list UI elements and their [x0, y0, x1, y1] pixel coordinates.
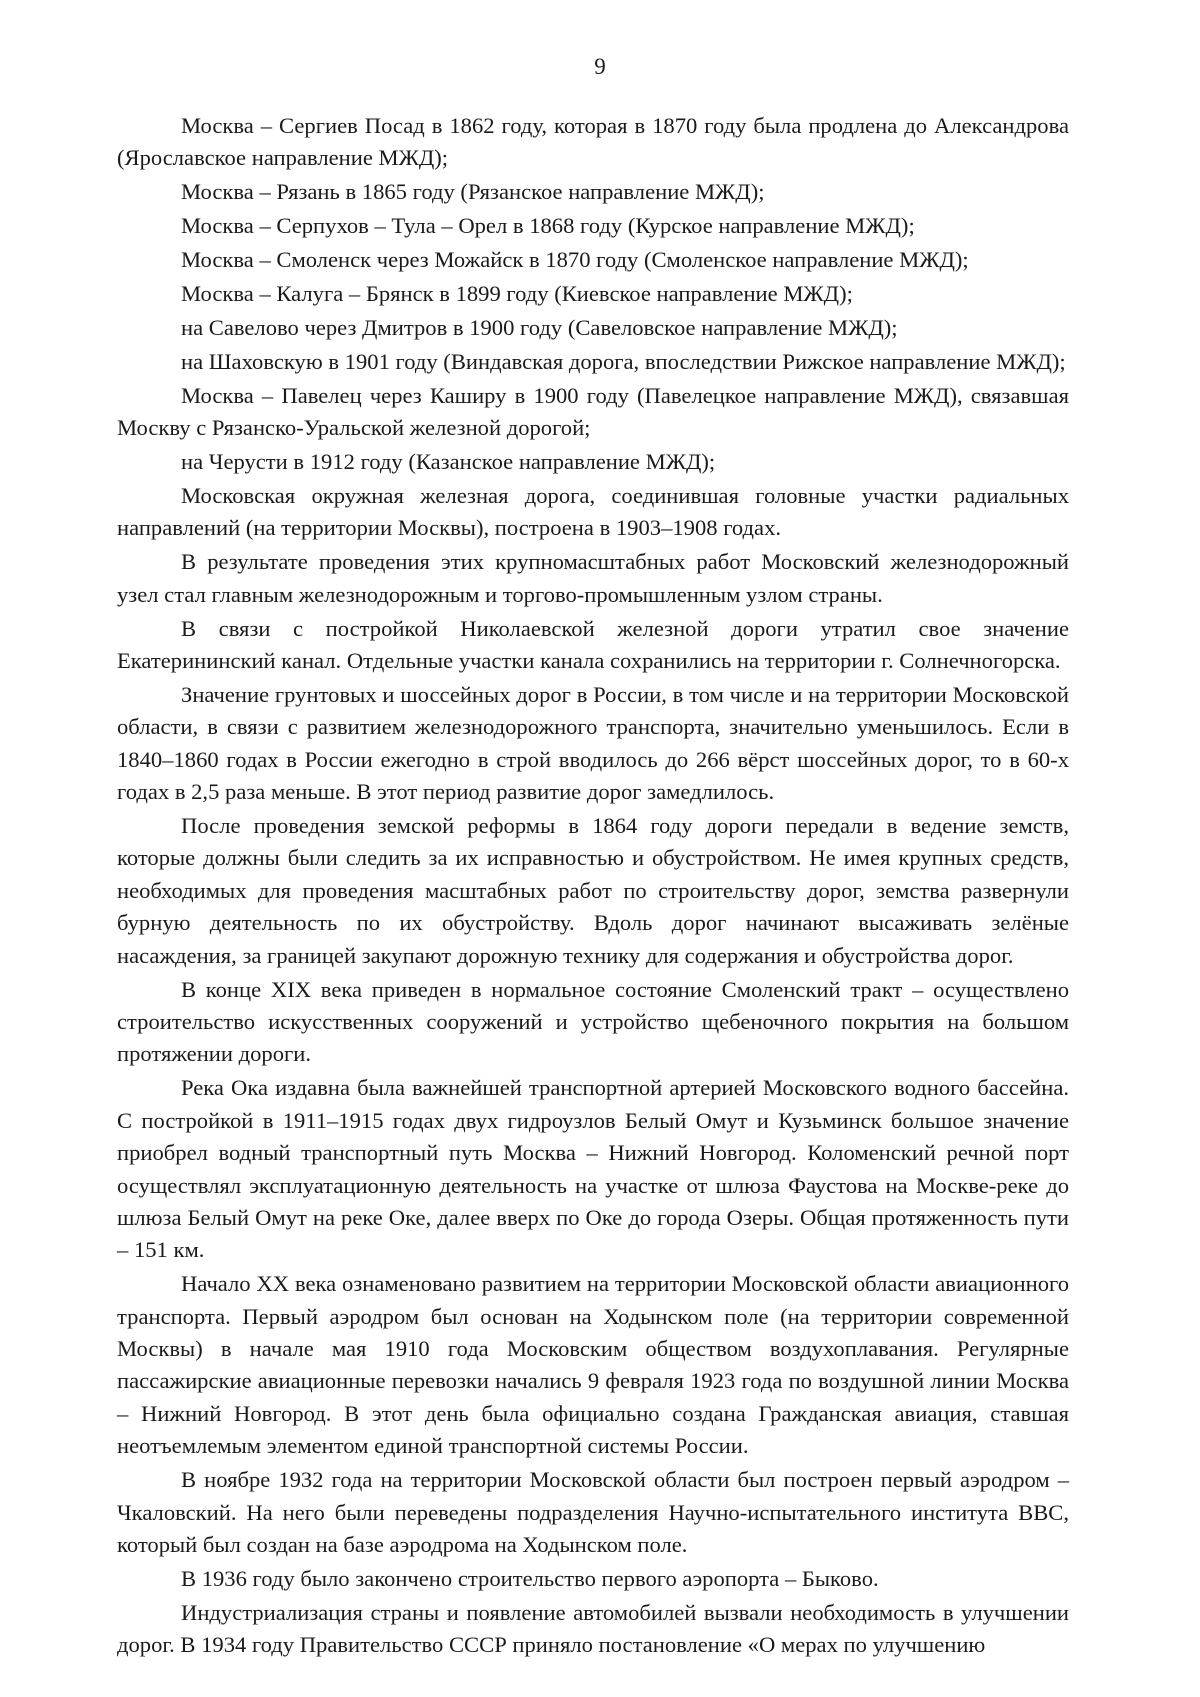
- paragraph: Москва – Смоленск через Можайск в 1870 году (Смоленское направление МЖД);: [181, 247, 969, 273]
- paragraph: на Шаховскую в 1901 году (Виндавская дорога, впоследствии Рижское направление МЖД);: [181, 348, 1066, 374]
- paragraph: на Савелово через Дмитров в 1900 году (Савеловское направление МЖД);: [181, 314, 898, 340]
- paragraph: Москва – Рязань в 1865 году (Рязанское направление МЖД);: [181, 179, 765, 205]
- paragraph: на Черусти в 1912 году (Казанское направление МЖД);: [181, 449, 716, 475]
- paragraph: Москва – Сергиев Посад в 1862 году, которая в 1870 году была продлена до Александрова (Ярославское направление МЖД);: [117, 113, 1069, 171]
- paragraph: Московская окружная железная дорога, соединившая головные участки радиальных направлений (на территории Москвы), построена в 1903–1908 годах.: [117, 482, 1069, 541]
- paragraph: Начало XX века ознаменовано развитием на территории Московской области авиационного транспорта. Первый аэродром был основан на Ходынском поле (на территории современной Москвы) в начале мая 1910 года Московским обществом воздухоплавания. Регулярные пассажирские авиационные перевозки начались 9 февраля 1923 года по воздушной линии Москва – Нижний Новгород. В этот день была официально создана Гражданская авиация, ставшая неотъемлемым элементом единой транспортной системы России.: [117, 1271, 1069, 1459]
- paragraph: Значение грунтовых и шоссейных дорог в России, в том числе и на территории Московской области, в связи с развитием железнодорожного транспорта, значительно уменьшилось. Если в 1840–1860 годах в России ежегодно в строй вводилось до 266 вёрст шоссейных дорог, то в 60-х годах в 2,5 раза меньше. В этот период развитие дорог замедлилось.: [117, 681, 1069, 805]
- paragraph: Река Ока издавна была важнейшей транспортной артерией Московского водного бассейна. С постройкой в 1911–1915 годах двух гидроузлов Белый Омут и Кузьминск большое значение приобрел водный транспортный путь Москва – Нижний Новгород. Коломенский речной порт осуществлял эксплуатационную деятельность на участке от шлюза Фаустова на Москве-реке до шлюза Белый Омут на реке Оке, далее вверх по Оке до города Озеры. Общая протяженность пути – 151 км.: [117, 1075, 1069, 1263]
- paragraph: Москва – Серпухов – Тула – Орел в 1868 году (Курское направление МЖД);: [181, 213, 915, 239]
- document-body: [117, 110, 1069, 1663]
- paragraph: После проведения земской реформы в 1864 году дороги передали в ведение земств, которые должны были следить за их исправностью и обустройством. Не имея крупных средств, необходимых для проведения масштабных работ по строительству дорог, земства развернули бурную деятельность по их обустройству. Вдоль дорог начинают высаживать зелёные насаждения, за границей закупают дорожную технику для содержания и обустройства дорог.: [117, 813, 1069, 968]
- page-number: 9: [594, 54, 606, 79]
- paragraph: В результате проведения этих крупномасштабных работ Московский железнодорожный узел стал главным железнодорожным и торгово-промышленным узлом страны.: [117, 549, 1069, 607]
- paragraph: В связи с постройкой Николаевской железной дороги утратил свое значение Екатерининский канал. Отдельные участки канала сохранились на территории г. Солнечногорска.: [117, 615, 1069, 673]
- paragraph: В 1936 году было закончено строительство первого аэропорта – Быково.: [181, 1565, 879, 1591]
- paragraph: Москва – Калуга – Брянск в 1899 году (Киевское направление МЖД);: [181, 281, 853, 307]
- paragraph: Индустриализация страны и появление автомобилей вызвали необходимость в улучшении дорог. В 1934 году Правительство СССР приняло постановление «О мерах по улучшению: [117, 1599, 1069, 1658]
- paragraph: Москва – Павелец через Каширу в 1900 году (Павелецкое направление МЖД), связавшая Москву с Рязанско-Уральской железной дорогой;: [117, 382, 1069, 441]
- paragraph: В ноябре 1932 года на территории Московской области был построен первый аэродром – Чкаловский. На него были переведены подразделения Научно-испытательного института ВВС, который был создан на базе аэродрома на Ходынском поле.: [117, 1467, 1069, 1557]
- paragraph: В конце XIX века приведен в нормальное состояние Смоленский тракт – осуществлено строительство искусственных сооружений и устройство щебеночного покрытия на большом протяжении дороги.: [117, 976, 1069, 1067]
